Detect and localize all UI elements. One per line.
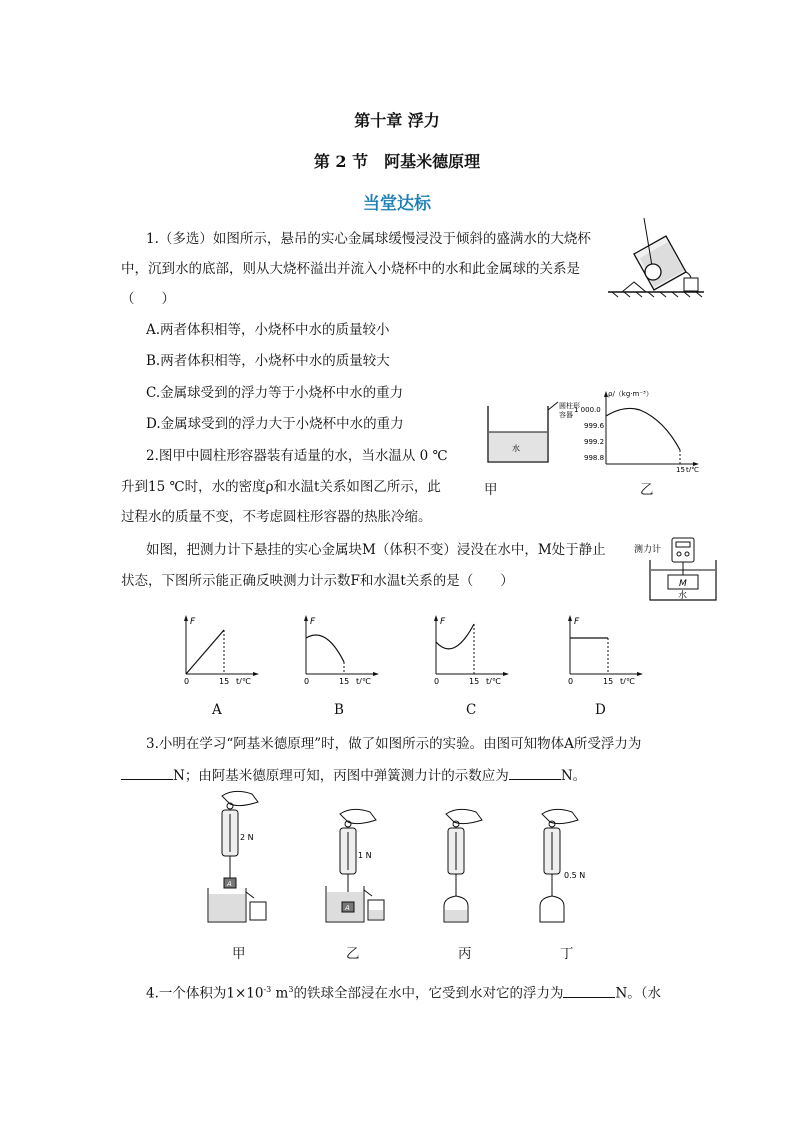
q1-option-c: C.金属球受到的浮力等于小烧杯中水的重力 xyxy=(146,385,404,401)
graph-c xyxy=(418,612,518,684)
graph-b-xlabel: t/℃ xyxy=(356,677,371,684)
q2-line3: 过程水的质量不变，不考虑圆柱形容器的热胀冷缩。 xyxy=(121,509,432,525)
meter-block-label: M xyxy=(679,579,687,589)
q1-answer-paren: （ ） xyxy=(121,291,175,307)
q4-line xyxy=(146,980,661,1004)
q4-unit: m xyxy=(271,985,289,1002)
q1-line2: 中，沉到水的底部，则从大烧杯溢出并流入小烧杯中的水和此金属球的关系是 xyxy=(121,261,580,277)
container-label-1: 圆柱形 xyxy=(559,402,580,410)
graph-d-x15: 15 xyxy=(603,677,614,684)
graph-a-label: A xyxy=(212,702,222,718)
q3-fig-bing-label: 丙 xyxy=(458,946,472,962)
q1-option-b: B.两者体积相等，小烧杯中水的质量较大 xyxy=(146,353,390,369)
q3-part-a: N；由阿基米德原理可知，丙图中弹簧测力计的示数应为 xyxy=(173,768,509,784)
q4-middle: 的铁球全部浸在水中，它受到水对它的浮力为 xyxy=(293,985,564,1002)
graph-c-origin: 0 xyxy=(434,677,440,684)
q3-fig-ding xyxy=(528,806,608,934)
container-label-2: 容器 xyxy=(559,411,573,419)
graph-a-line xyxy=(186,630,224,674)
ding-reading: 0.5 N xyxy=(564,871,586,880)
q1-option-d: D.金属球受到的浮力大于小烧杯中水的重力 xyxy=(146,416,404,432)
q3-blank-2[interactable] xyxy=(509,765,561,780)
fig-jia-water-label: 水 xyxy=(512,444,520,453)
yi-reading: 1 N xyxy=(358,851,372,860)
graph-a-ylabel: F xyxy=(190,617,196,627)
q4-blank[interactable] xyxy=(563,983,615,998)
q4-suffix: N。（水 xyxy=(615,985,662,1002)
yi-tick-2: 999.2 xyxy=(584,438,605,446)
q3-fig-jia xyxy=(200,788,280,934)
jia-block-label: A xyxy=(227,880,232,888)
q2-line1: 2.图甲中圆柱形容器装有适量的水，当水温从 0 ℃ xyxy=(146,448,448,464)
q2-fig-yi-density-graph xyxy=(572,388,704,472)
q2-line4: 如图，把测力计下悬挂的实心金属块M（体积不变）浸没在水中，M处于静止 xyxy=(146,542,606,558)
subsection-title: 当堂达标 xyxy=(363,194,431,214)
q3-line1: 3.小明在学习“阿基米德原理”时，做了如图所示的实验。由图可知物体A所受浮力为 xyxy=(146,736,642,752)
graph-a xyxy=(168,612,268,684)
jia-reading: 2 N xyxy=(240,833,254,842)
q4-exp: -3 xyxy=(263,985,272,994)
graph-d-xlabel: t/℃ xyxy=(620,677,635,684)
graph-b xyxy=(288,612,388,684)
graph-c-curve xyxy=(436,624,474,649)
graph-c-label: C xyxy=(466,702,477,718)
chapter-title: 第十章 浮力 xyxy=(354,111,440,130)
yi-ylabel: ρ/（kg·m⁻³） xyxy=(608,390,653,398)
q3-fig-bing xyxy=(432,806,492,934)
graph-b-origin: 0 xyxy=(304,677,310,684)
yi-density-curve xyxy=(606,408,680,450)
q3-part-b: N。 xyxy=(560,768,587,784)
graph-d-label: D xyxy=(595,702,606,718)
graph-a-xlabel: t/℃ xyxy=(236,677,251,684)
q2-line2: 升到15 ℃时，水的密度ρ和水温t关系如图乙所示，此 xyxy=(121,479,441,495)
yi-x15: 15 xyxy=(676,466,685,472)
meter-label: 测力计 xyxy=(634,545,662,555)
q3-line2 xyxy=(121,765,586,786)
q3-fig-yi xyxy=(318,806,398,934)
q1-option-a: A.两者体积相等，小烧杯中水的质量较小 xyxy=(146,322,390,338)
q3-fig-yi-label: 乙 xyxy=(346,946,360,962)
graph-a-origin: 0 xyxy=(184,677,190,684)
graph-c-x15: 15 xyxy=(469,677,480,684)
yi-tick-3: 998.8 xyxy=(584,454,605,462)
q2-fig-jia-container xyxy=(484,398,586,466)
yi-tick-1: 999.6 xyxy=(584,422,605,430)
q3-fig-ding-label: 丁 xyxy=(560,946,574,962)
yi-tick-0: 1 000.0 xyxy=(574,406,601,414)
graph-b-curve xyxy=(306,635,344,662)
graph-d-origin: 0 xyxy=(568,677,574,684)
q2-meter-figure xyxy=(632,532,724,604)
graph-b-label: B xyxy=(334,702,344,718)
q2-fig-jia-label: 甲 xyxy=(484,482,498,498)
q2-fig-yi-label: 乙 xyxy=(640,482,654,498)
q3-fig-jia-label: 甲 xyxy=(232,946,246,962)
q1-tilted-beaker-figure xyxy=(604,214,710,298)
graph-c-ylabel: F xyxy=(440,617,446,627)
yi-block-label: A xyxy=(345,904,350,912)
graph-b-x15: 15 xyxy=(339,677,350,684)
q3-blank-1[interactable] xyxy=(121,765,173,780)
q4-unit-exp: 3 xyxy=(288,985,294,994)
graph-b-ylabel: F xyxy=(310,617,316,627)
q1-line1: 1.（多选）如图所示，悬吊的实心金属球缓慢浸没于倾斜的盛满水的大烧杯 xyxy=(146,231,591,247)
yi-xlabel: t/℃ xyxy=(686,466,699,472)
graph-a-x15: 15 xyxy=(219,677,230,684)
meter-water-label: 水 xyxy=(678,591,688,601)
graph-d xyxy=(552,612,652,684)
graph-c-xlabel: t/℃ xyxy=(486,677,501,684)
q4-prefix: 4.一个体积为1×10 xyxy=(146,985,264,1002)
section-title: 第 2 节 阿基米德原理 xyxy=(313,152,481,171)
q2-line5: 状态，下图所示能正确反映测力计示数F和水温t关系的是（ ） xyxy=(121,573,514,589)
graph-d-ylabel: F xyxy=(574,617,580,627)
